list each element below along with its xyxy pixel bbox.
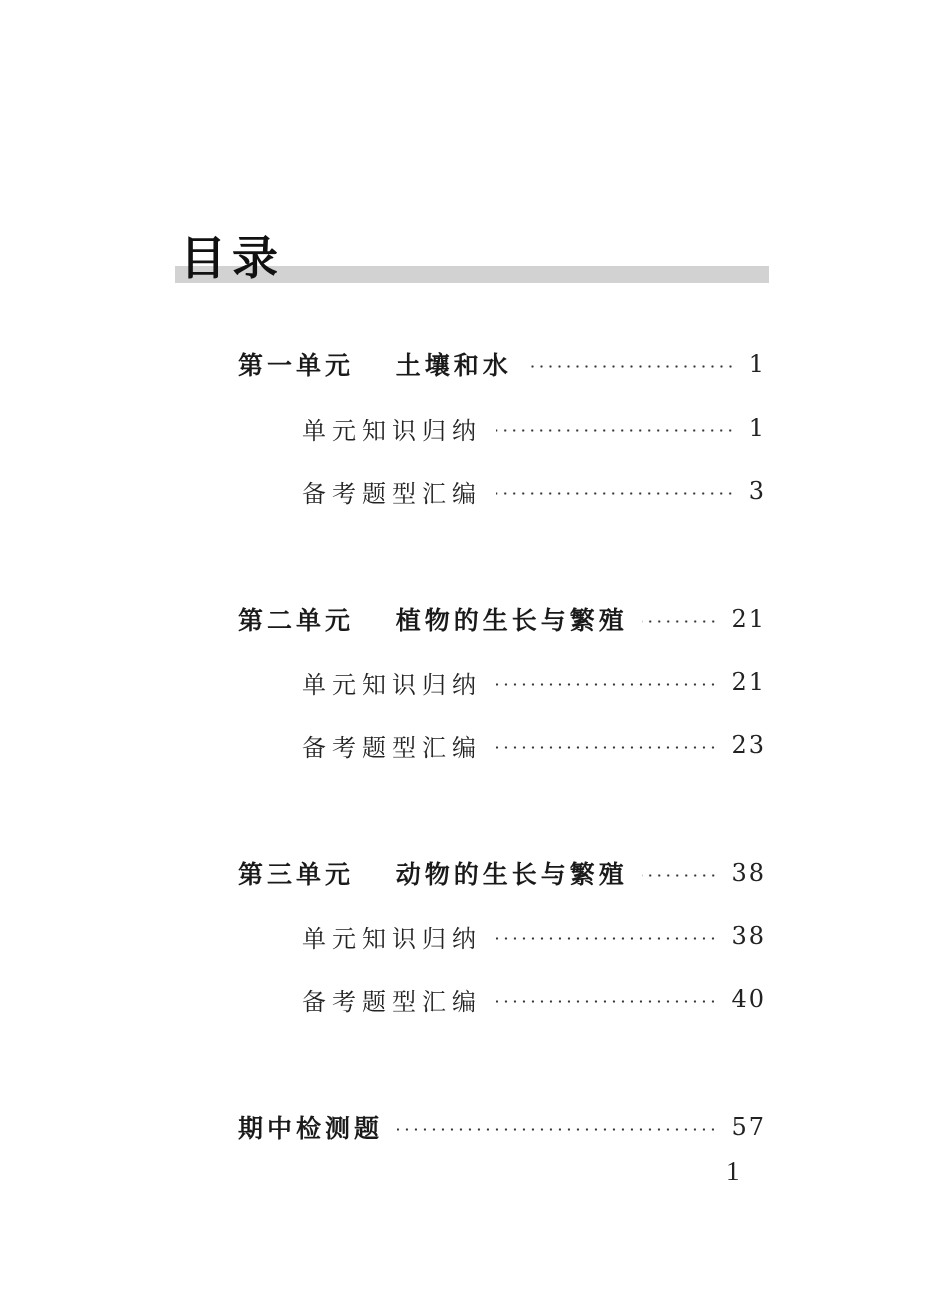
toc-entry-page: 57 [731, 1113, 766, 1141]
toc-entry-page: 40 [731, 985, 766, 1013]
toc-entry-label: 第二单元 植物的生长与繁殖 [238, 606, 628, 635]
toc-entry-unit-1-summary[interactable] [302, 408, 766, 448]
toc-entry-unit-1-exercises[interactable] [302, 471, 766, 511]
dot-leader [642, 620, 718, 623]
toc-entry-label: 第三单元 动物的生长与繁殖 [238, 860, 628, 889]
toc-entry-unit-2-summary[interactable] [302, 662, 766, 702]
toc-entry-page: 1 [748, 350, 766, 378]
toc-entry-page: 1 [748, 414, 766, 442]
toc-entry-page: 38 [731, 859, 766, 887]
toc-entry-midterm[interactable] [238, 1107, 766, 1147]
toc-entry-page: 38 [731, 922, 766, 950]
toc-title: 目录 [180, 231, 284, 285]
toc-entry-label: 期中检测题 [238, 1114, 384, 1143]
dot-leader [642, 874, 718, 877]
toc-entry-unit-2-exercises[interactable] [302, 725, 766, 765]
toc-entry-label: 单元知识归纳 [302, 670, 482, 699]
dot-leader [526, 365, 735, 368]
toc-entry-page: 21 [731, 668, 766, 696]
toc-entry-label: 备考题型汇编 [302, 479, 482, 508]
dot-leader [496, 937, 717, 940]
dot-leader [496, 683, 717, 686]
page-number: 1 [726, 1156, 740, 1186]
toc-entry-unit-2[interactable] [238, 599, 766, 639]
toc-entry-label: 备考题型汇编 [302, 987, 482, 1016]
toc-entry-label: 单元知识归纳 [302, 416, 482, 445]
toc-entry-label: 单元知识归纳 [302, 924, 482, 953]
dot-leader [397, 1128, 717, 1131]
toc-entry-label: 备考题型汇编 [302, 733, 482, 762]
toc-entry-unit-3[interactable] [238, 853, 766, 893]
dot-leader [496, 746, 717, 749]
dot-leader [496, 1000, 717, 1003]
toc-entry-page: 3 [748, 477, 766, 505]
toc-entry-unit-3-summary[interactable] [302, 916, 766, 956]
toc-entry-unit-1[interactable] [238, 344, 766, 384]
toc-entry-page: 21 [731, 605, 766, 633]
toc-entry-label: 第一单元 土壤和水 [238, 351, 512, 380]
dot-leader [496, 429, 735, 432]
toc-entry-unit-3-exercises[interactable] [302, 979, 766, 1019]
dot-leader [496, 492, 735, 495]
toc-entry-page: 23 [731, 731, 766, 759]
